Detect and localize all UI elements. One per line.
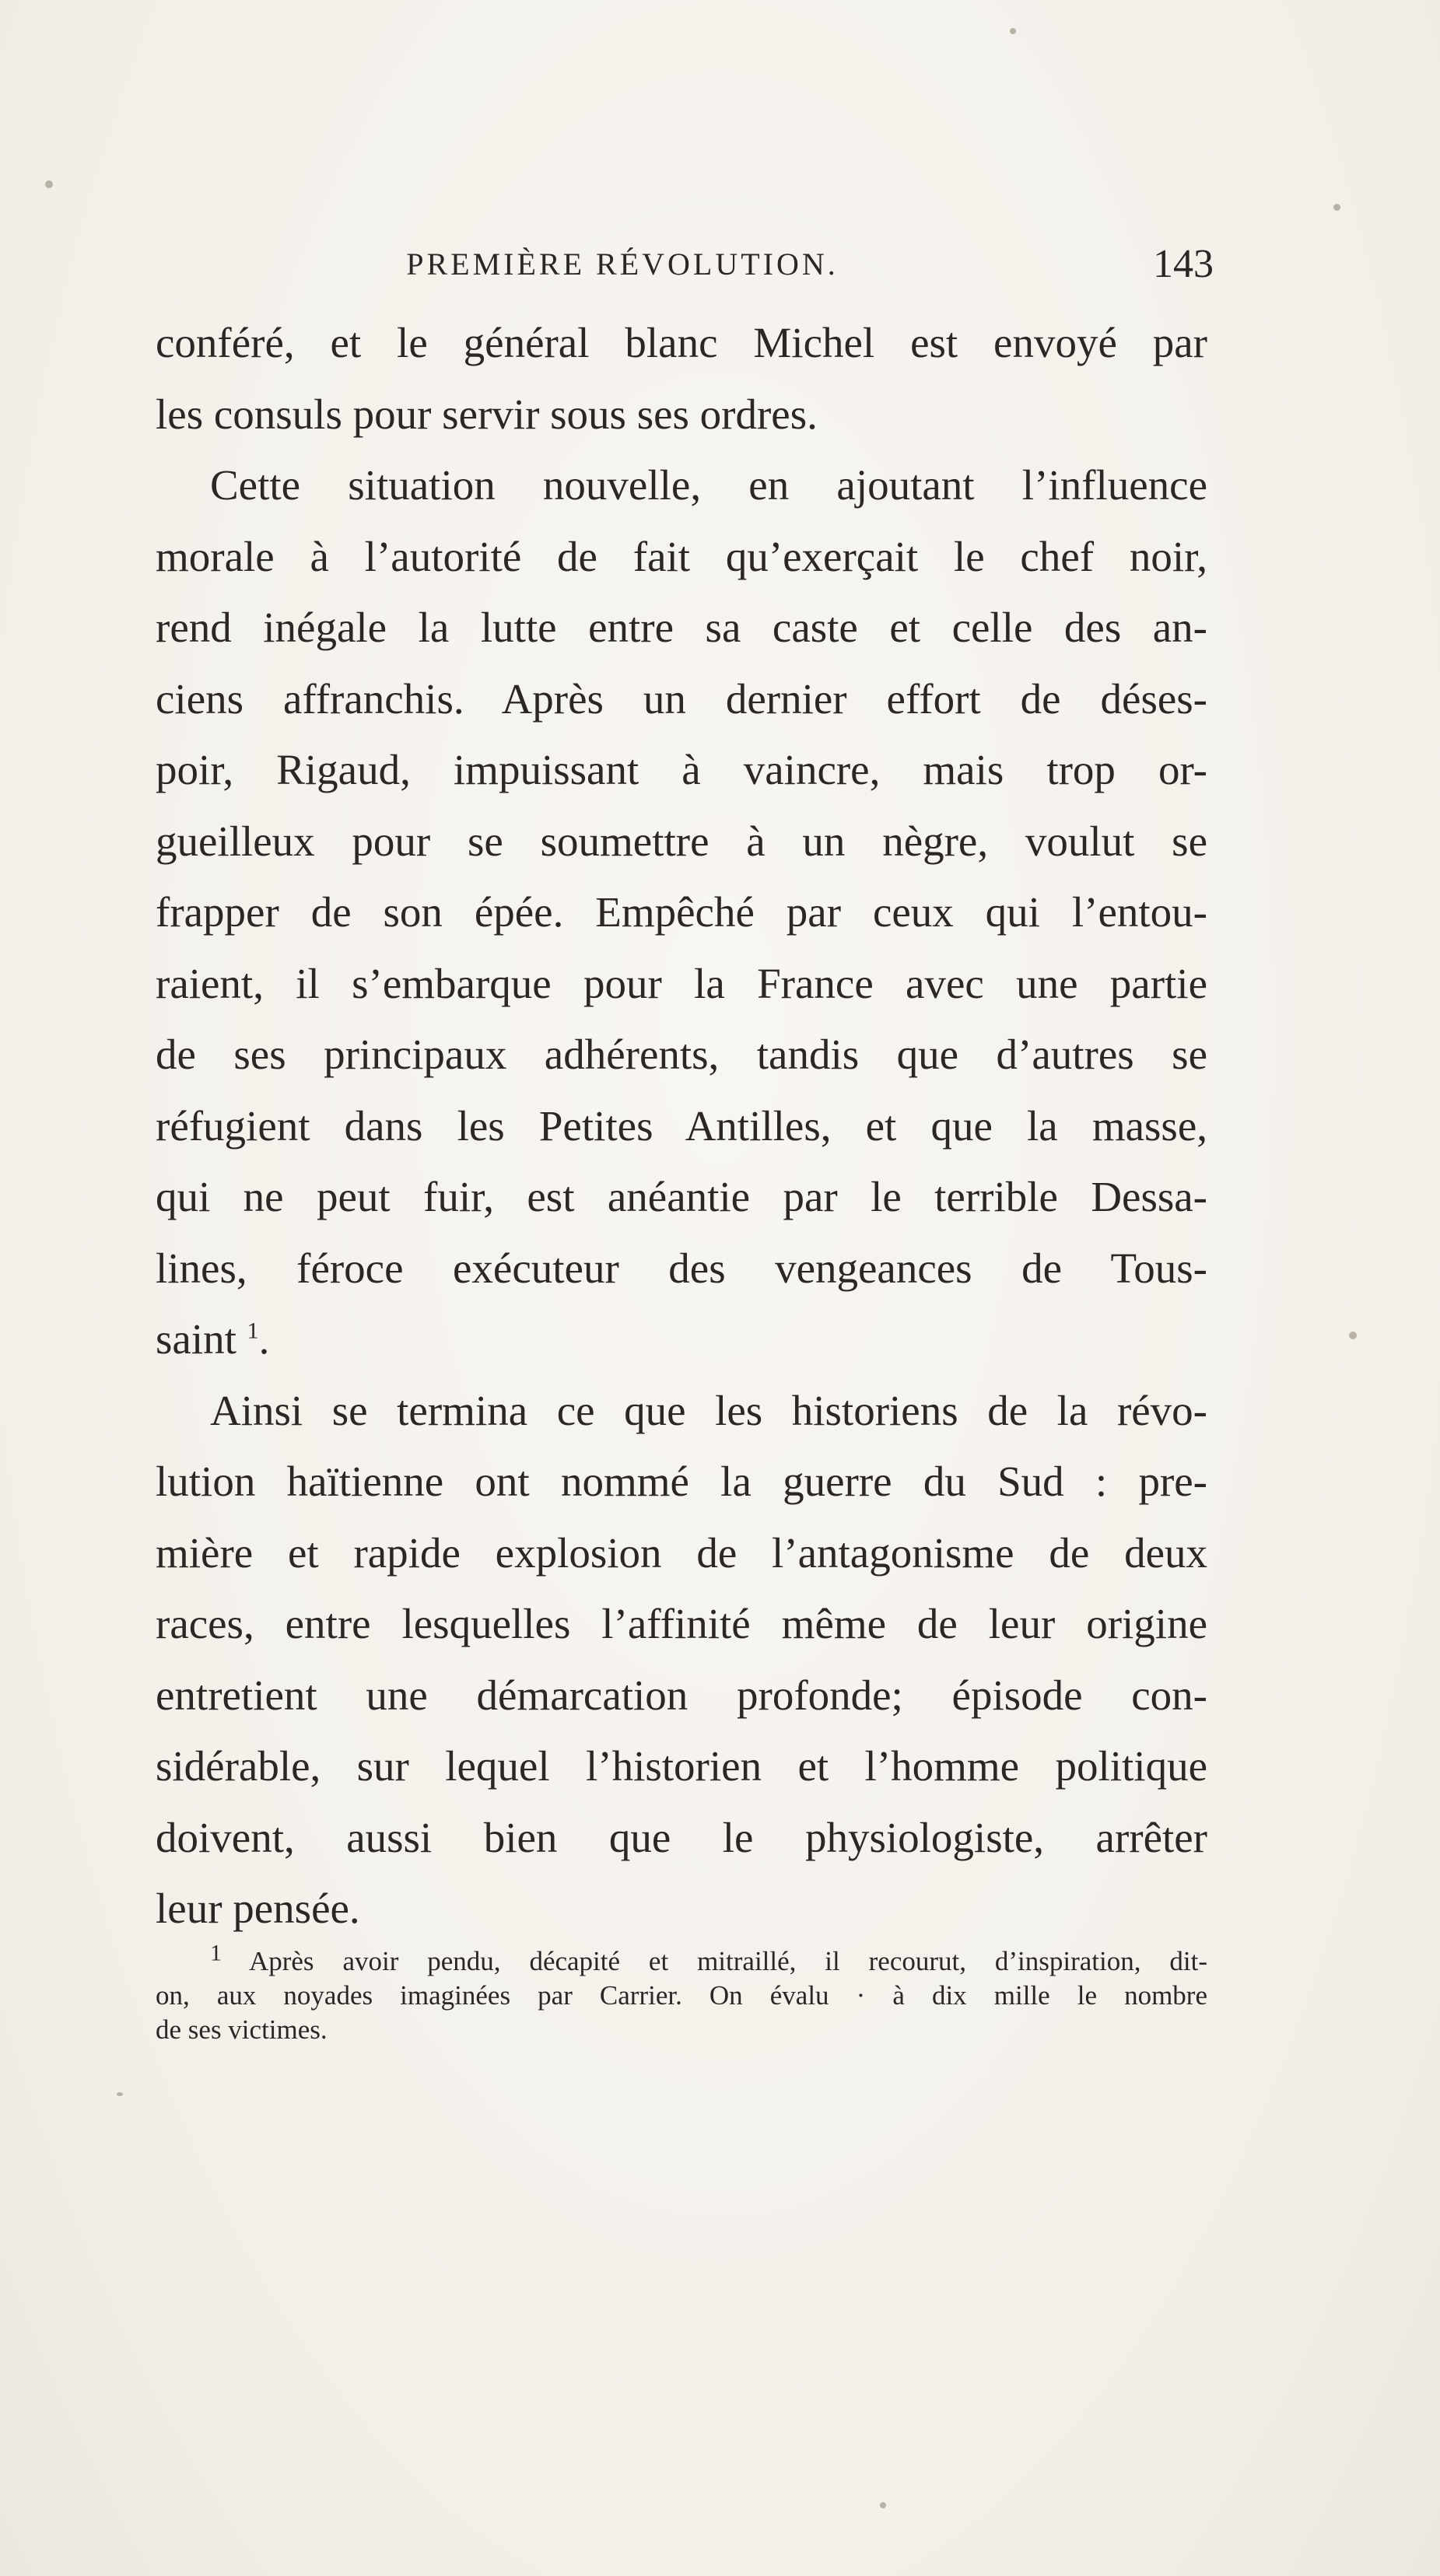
text-line: lines, féroce exécuteur des vengeances de Tous- — [156, 1244, 1207, 1292]
text-line: lution haïtienne ont nommé la guerre du Sud : pre- — [156, 1458, 1207, 1505]
text-line: races, entre lesquelles l’affinité même de leur origine — [156, 1600, 1207, 1647]
text-fragment: saint — [156, 1315, 236, 1363]
text-line: rend inégale la lutte entre sa caste et celle des an- — [156, 604, 1207, 651]
paper-speck — [1349, 1332, 1357, 1339]
paper-speck — [45, 180, 53, 188]
footnote-reference: 1 — [247, 1318, 259, 1344]
paragraph-start-line: Ainsi se termina ce que les historiens de la révo- — [210, 1386, 1207, 1434]
paper-speck — [1333, 204, 1340, 211]
text-line: gueilleux pour se soumettre à un nègre, voulut se — [156, 817, 1207, 865]
text-line: les consuls pour servir sous ses ordres. — [156, 390, 818, 438]
text-line: réfugient dans les Petites Antilles, et que la masse, — [156, 1101, 1207, 1150]
running-title: PREMIÈRE RÉVOLUTION. — [406, 247, 839, 282]
page-number: 143 — [1153, 242, 1214, 286]
text-line-with-note — [156, 1304, 1207, 1375]
paper-speck — [880, 2502, 886, 2508]
text-line: sidérable, sur lequel l’historien et l’homme politique — [156, 1742, 1207, 1790]
text-line: raient, il s’embarque pour la France avec une partie — [156, 959, 1207, 1007]
footnote-line: de ses victimes. — [156, 2014, 328, 2045]
text-line: frapper de son épée. Empêché par ceux qui l’entou- — [156, 888, 1207, 936]
sentence-end: . — [258, 1315, 270, 1363]
body-text — [156, 307, 1207, 1944]
text-line: poir, Rigaud, impuissant à vaincre, mais trop or- — [156, 746, 1207, 793]
footnote-line: on, aux noyades imaginées par Carrier. On évalu · à dix mille le nombre — [156, 1980, 1207, 2011]
paragraph-start-line: Cette situation nouvelle, en ajoutant l’influence — [210, 461, 1207, 509]
footnote — [156, 1944, 1207, 2047]
text-line: morale à l’autorité de fait qu’exerçait le chef noir, — [156, 532, 1207, 580]
footnote-line — [156, 1944, 1207, 1979]
text-line: de ses principaux adhérents, tandis que d’autres se — [156, 1031, 1207, 1078]
running-header — [156, 237, 1214, 292]
footnote-marker: 1 — [210, 1944, 222, 1966]
text-line: ciens affranchis. Après un dernier effort de déses- — [156, 674, 1207, 723]
text-line: conféré, et le général blanc Michel est envoyé par — [156, 319, 1207, 366]
text-line: qui ne peut fuir, est anéantie par le terrible Dessa- — [156, 1173, 1207, 1220]
paper-speck — [1010, 28, 1016, 34]
text-line: leur pensée. — [156, 1885, 360, 1932]
paper-speck — [117, 2092, 123, 2096]
text-line: entretient une démarcation profonde; épisode con- — [156, 1671, 1207, 1719]
text-line: doivent, aussi bien que le physiologiste, arrêter — [156, 1813, 1207, 1861]
text-line: mière et rapide explosion de l’antagonisme de deux — [156, 1528, 1207, 1577]
footnote-text: Après avoir pendu, décapité et mitraillé, il recourut, d’inspiration, dit- — [248, 1946, 1207, 1976]
